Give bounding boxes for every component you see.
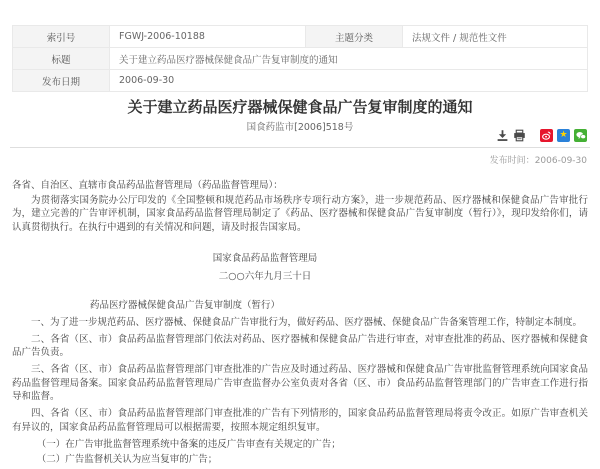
clause-4-sub-1: （一）在广告审批监督管理系统中备案的违反广告审查有关规定的广告；: [36, 438, 341, 450]
meta-value-date: 2006-09-30: [110, 70, 588, 92]
regulation-title: 药品医疗器械保健食品广告复审制度（暂行）: [90, 300, 281, 311]
star-glyph: ★: [559, 130, 568, 140]
meta-value-index: FGWJ-2006-10188: [110, 26, 306, 48]
publish-time: [490, 153, 587, 166]
clause-2: 二、各省（区、市）食品药品监督管理部门依法对药品、医疗器械和保健食品广告进行审查，对审查批准的药品、医疗器械和保健食品广告负责。: [12, 333, 588, 358]
clause-4-sub-2: （二）广告监督机关认为应当复审的广告；: [36, 454, 218, 465]
article-body: [12, 179, 588, 469]
page-title: 关于建立药品医疗器械保健食品广告复审制度的通知: [127, 98, 473, 116]
meta-value-title: 关于建立药品医疗器械保健食品广告复审制度的通知: [110, 48, 588, 70]
meta-row-index-category: [13, 26, 588, 48]
meta-label-date: 发布日期: [13, 70, 110, 92]
signature-agency: 国家食品药品监督管理局: [212, 253, 318, 264]
paragraph-greeting: 各省、自治区、直辖市食品药品监督管理局（药品监督管理局）：: [12, 180, 283, 191]
weibo-share-icon[interactable]: [540, 129, 553, 142]
meta-row-date: [13, 70, 588, 92]
document-meta-table: [12, 25, 588, 92]
document-number: 国食药监市[2006]518号: [246, 122, 354, 133]
meta-row-title: [13, 48, 588, 70]
qzone-share-icon[interactable]: [557, 129, 570, 142]
section-divider: [10, 147, 590, 148]
print-icon[interactable]: [513, 129, 526, 142]
wechat-share-icon[interactable]: [574, 129, 587, 142]
signature-date: 二○○六年九月三十日: [218, 270, 312, 282]
meta-label-category: 主题分类: [306, 26, 403, 48]
meta-label-index: 索引号: [13, 26, 110, 48]
clause-3: 三、各省（区、市）食品药品监督管理部门审查批准的广告应及时通过药品、医疗器械和保健食品广告审批监督管理系统向国家食品药品监督管理局备案。国家食品药品监督管理局广告审查监督办公室负责对各省（区、市）食品药品监督管理部门的广告审查工作进行指导和监督。: [12, 364, 588, 402]
paragraph-main: 为贯彻落实国务院办公厅印发的《全国整顿和规范药品市场秩序专项行动方案》，进一步规范药品、医疗器械和保健食品广告审批行为，建立完善的广告审评机制，国家食品药品监督管理局制定了《药品、医疗器械和保健食品广告复审制度（暂行）》，现印发给你们，请认真贯彻执行。在执行中遇到的有关情况和问题，请及时报告国家局。: [12, 194, 588, 233]
clause-4: 四、各省（区、市）食品药品监督管理部门审查批准的广告有下列情形的，国家食品药品监督管理局将责令改正。如原广告审查机关有异议的，国家食品药品监督管理局可以根据需要，按照本规定组织复审。: [12, 408, 588, 433]
clause-1: 一、为了进一步规范药品、医疗器械、保健食品广告审批行为，做好药品、医疗器械、保健食品广告备案管理工作，特制定本制度。: [31, 316, 583, 328]
meta-label-title: 标题: [13, 48, 110, 70]
publish-time-value: 2006-09-30: [534, 156, 587, 166]
article-toolbar: [496, 129, 587, 142]
publish-time-label: 发布时间：: [489, 156, 535, 166]
meta-value-category: 法规文件 / 规范性文件: [403, 26, 588, 48]
download-icon[interactable]: [496, 129, 509, 142]
